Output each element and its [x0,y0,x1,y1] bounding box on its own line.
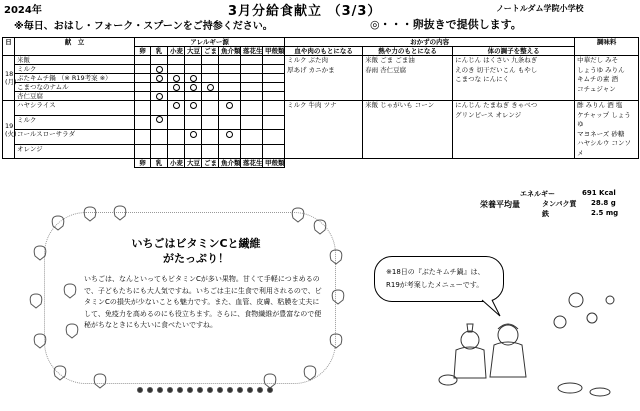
col-seasoning: 調味料 [575,38,639,56]
dish-name: コールスローサラダ [15,130,135,145]
energy-cell: 米飯 ごま ごま油 春雨 杏仁豆腐 [363,56,453,101]
dot-decoration [138,388,143,393]
body-cell: にんじん はくさい 九条ねぎ えのき 切干だいこん もやし こまつな にんにく [453,56,575,101]
bubble-text: ※18日の『ぶたキムチ鍋』は、R19が考案したメニューです。 [386,268,485,289]
energy-cell: 米飯 じゃがいも コーン [363,101,453,159]
seasoning-cell: 酢 みりん 酒 塩 ケチャップ しょうゆ マヨネーズ 砂糖 ハヤシルウ コンソメ [575,101,639,159]
strawberry-icon [64,284,76,298]
dot-decoration [218,388,223,393]
weekday: (月) [5,78,17,86]
allergen-header: 大豆 [185,47,202,56]
strawberry-icon [304,366,316,380]
school-name: ノートルダム学院小学校 [496,4,584,13]
dish-name: オレンジ [15,144,135,159]
body-cell: にんじん たまねぎ きゃべつ グリンピース オレンジ [453,101,575,159]
allergen-header: 小麦 [168,47,185,56]
avg-label: 栄養平均量 [480,200,520,209]
dot-decoration [178,388,183,393]
dish-name: ミルク [15,65,135,74]
allergy-group: アレルギー源 [135,38,285,47]
dot-decoration [238,388,243,393]
bubble-tail [480,300,504,320]
protein-label: タンパク質 [542,200,577,208]
allergen-footer: 大豆 [185,159,202,168]
dish-name: ミルク [15,115,135,130]
dot-decoration [158,388,163,393]
dot-decoration [188,388,193,393]
allergen-footer: 卵 [135,159,151,168]
okazu-header: 熱や力のもとになる [363,47,453,56]
article-headline: いちごはビタミンCと繊維がたっぷり！ [131,237,261,265]
date: 19 [5,121,14,130]
energy-label: エネルギー [520,190,555,198]
allergen-header: 卵 [135,47,151,56]
okazu-group: おかずの内容 [285,38,575,47]
dish-name: こまつなのナムル [15,83,135,92]
col-menu: 献 立 [15,38,135,56]
allergen-header: 乳 [151,47,168,56]
strawberry-icon [34,246,46,260]
allergen-header: ごま [202,47,219,56]
page-title: 3月分給食献立 （3/3） [228,4,382,19]
strawberry-icon [264,374,276,388]
strawberry-icon [330,334,342,348]
col-day: 日 [3,38,15,56]
boy-doll-illustration [454,324,486,378]
strawberry-icon [94,374,106,388]
strawberry-icon [114,206,126,220]
strawberry-icon [330,250,342,264]
allergen-footer: 魚介類 [219,159,241,168]
seasoning-cell: 中華だし みそ しょうゆ みりん キムチの素 酒 コチュジャン [575,56,639,101]
strawberry-icon [292,208,304,222]
allergen-header: 魚介類 [219,47,241,56]
strawberry-icon [332,290,344,304]
blood-cell: ミルク 牛肉 ツナ [285,101,363,159]
dot-decoration [228,388,233,393]
strawberry-icon [314,220,326,234]
allergen-footer: 落花生 [241,159,263,168]
strawberry-icon [30,294,42,308]
date: 18 [5,70,14,78]
allergen-header: 落花生 [241,47,263,56]
dish-name: ぶたキムチ鍋 （※ R19考案 ※） [15,74,135,83]
protein-value: 28.8 g [591,199,616,207]
strawberry-icon [66,324,78,338]
note-bring-utensils: ※毎日、おはし・フォーク・スプーンをご持参ください。 [14,21,273,32]
dish-name: 杏仁豆腐 [15,92,135,101]
strawberry-icon [52,216,64,230]
girl-doll-illustration [490,324,526,377]
strawberry-icon [34,334,46,348]
allergen-header: 甲殻類 [263,47,285,56]
dot-decoration [268,388,273,393]
dot-decoration [148,388,153,393]
blood-cell: ミルク ぶた肉 厚あげ カニかま [285,56,363,101]
dot-decoration [208,388,213,393]
weekday: (火) [5,129,17,138]
iron-value: 2.5 mg [591,209,619,217]
allergen-footer: ごま [202,159,219,168]
allergen-footer: 小麦 [168,159,185,168]
okazu-header: 体の調子を整える [453,47,575,56]
strawberry-icon [54,366,66,380]
flower-illustration [439,293,614,396]
dot-decoration [198,388,203,393]
article-body: いちごは、なんといってもビタミンCが多い果物。甘くて手軽につまめるので、子どもたちにも大人気ですね。いちごは主に生食で利用されるので、ビタミンCの損失が少ないことも魅力です。また、血管、皮膚、粘膜を丈夫にして、免疫力を高めるのにも役立ちます。さらに、食物繊維が豊富なので便秘がちなときにも大いに食べたいですね。 [84,275,322,329]
dot-decoration [168,388,173,393]
year: 2024年 [4,5,42,16]
dot-decoration [258,388,263,393]
strawberry-icon [84,207,96,221]
okazu-header: 血や肉のもとになる [285,47,363,56]
dish-name: 米飯 [15,56,135,65]
iron-label: 鉄 [542,210,549,218]
energy-value: 691 Kcal [582,189,616,197]
allergen-footer: 甲殻類 [263,159,285,168]
allergen-footer: 乳 [151,159,168,168]
note-egg-free: ◎・・・卵抜きで提供します。 [370,18,522,31]
dot-decoration [248,388,253,393]
dish-name: ハヤシライス [15,101,135,116]
